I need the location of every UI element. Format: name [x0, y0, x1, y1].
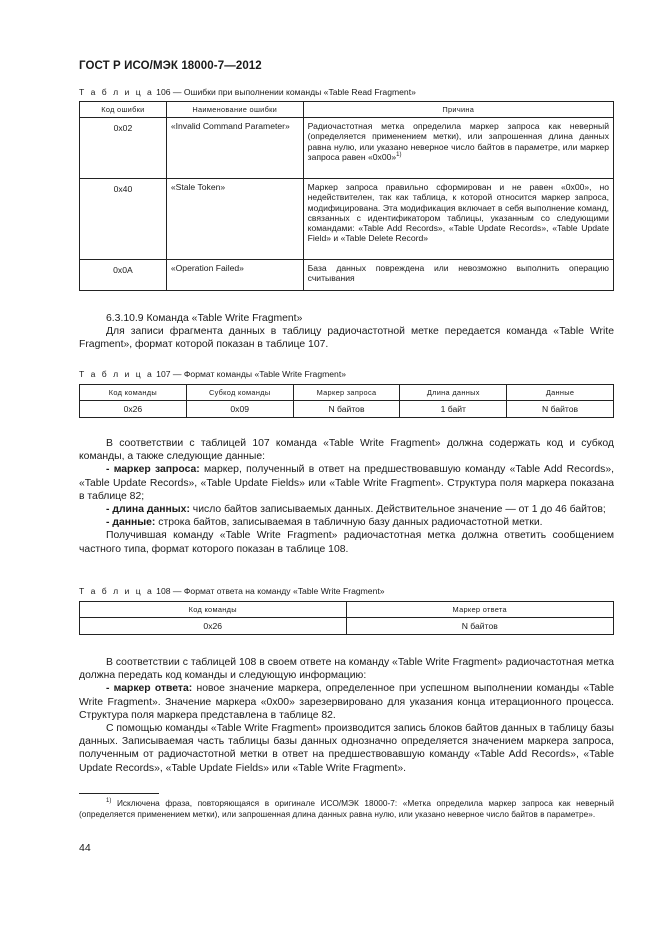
table-cell: 1 байт — [400, 401, 507, 418]
section-heading: 6.3.10.9 Команда «Table Write Fragment» — [106, 313, 303, 324]
column-header: Маркер запроса — [293, 385, 400, 401]
column-header: Маркер ответа — [346, 602, 614, 618]
table-107-caption — [79, 369, 346, 379]
footnote-text: Исключена фраза, повторяющаяся в оригинале ИСО/МЭК 18000-7: «Метка определила маркер запроса как неверный (определяется применением метки), или запрошенная длина данных равна нулю, или указано неверное число байтов в параметре». — [79, 798, 614, 819]
caption-text: 108 — Формат ответа на команду «Table Write Fragment» — [153, 586, 385, 596]
table-row — [80, 618, 614, 635]
paragraph: В соответствии с таблицей 108 в своем ответе на команду «Table Write Fragment» радиочастотная метка должна передать код команды и следующую информацию: — [79, 657, 614, 682]
list-item — [79, 682, 614, 722]
term-label: - маркер запроса: — [106, 464, 200, 476]
term-text: число байтов записываемых данных. Действительное значение — от 1 до 46 байтов; — [189, 504, 606, 516]
document-header: ГОСТ Р ИСО/МЭК 18000-7—2012 — [79, 60, 262, 72]
error-name: «Invalid Command Parameter» — [166, 118, 303, 179]
table-row — [80, 118, 614, 179]
table-header-row — [80, 385, 614, 401]
error-code: 0x40 — [80, 179, 167, 260]
table-cell: 0x26 — [80, 618, 347, 635]
column-header: Субкод команды — [186, 385, 293, 401]
paragraph: В соответствии с таблицей 107 команда «Table Write Fragment» должна содержать код и субкод команды, а также следующие данные: — [79, 438, 614, 463]
term-text: новое значение маркера, определенное при успешном выполнении команды «Table Write Fragment». Значение маркера «0x00» зарезервировано для указания конца итерационного процесса. Структура поля маркера представлена в таблице 82. — [79, 683, 614, 721]
error-name: «Stale Token» — [166, 179, 303, 260]
footnote-ref: 1) — [396, 152, 402, 159]
section-block — [79, 312, 614, 352]
caption-text: 106 — Ошибки при выполнении команды «Table Read Fragment» — [153, 87, 416, 97]
error-code: 0x02 — [80, 118, 167, 179]
table-106 — [79, 101, 614, 291]
term-label: - маркер ответа: — [106, 683, 193, 695]
error-cause — [303, 118, 613, 179]
paragraph: С помощью команды «Table Write Fragment» производится запись блоков байтов данных в таблицу базы данных. Записываемая часть таблицы базы данных однозначно определяется значением маркера запроса, полученным от радиочастотной метки в ответ на предшествовавшую команду «Table Add Records», «Table Update Records», «Table Update Fields» или «Table Write Fragment». — [79, 723, 614, 774]
footnote-mark: 1) — [106, 798, 112, 805]
table-row — [80, 260, 614, 291]
error-cause: Маркер запроса правильно сформирован и не равен «0x00», но недействителен, так как таблица, к которой относится маркер запроса, модифицирована. Эта модификация включает в себя выполнение команд, связанных с идентификатором таблицы, указанным со следующими командами: «Table Add Records», «Table Update Records», «Table Update Field» и «Table Delete Record» — [303, 179, 613, 260]
table-cell: N байтов — [507, 401, 614, 418]
table-cell: 0x26 — [80, 401, 187, 418]
table-106-caption — [79, 87, 416, 97]
term-label: - данные: — [106, 517, 156, 529]
column-header: Длина данных — [400, 385, 507, 401]
page-number: 44 — [79, 842, 91, 854]
table-cell: 0x09 — [186, 401, 293, 418]
list-item — [79, 463, 614, 503]
column-header: Код команды — [80, 385, 187, 401]
column-header: Причина — [303, 102, 613, 118]
paragraph: Получившая команду «Table Write Fragment» радиочастотная метка должна ответить сообщением частного типа, формат которого показан в таблице 108. — [79, 530, 614, 555]
footnote — [79, 798, 614, 820]
body-block-1 — [79, 437, 614, 556]
table-word: Т а б л и ц а — [79, 369, 154, 379]
error-name: «Operation Failed» — [166, 260, 303, 291]
table-cell: N байтов — [293, 401, 400, 418]
table-word: Т а б л и ц а — [79, 586, 154, 596]
list-item — [79, 516, 614, 529]
body-block-2 — [79, 656, 614, 775]
error-code: 0x0A — [80, 260, 167, 291]
column-header: Наименование ошибки — [166, 102, 303, 118]
table-header-row — [80, 602, 614, 618]
paragraph: Для записи фрагмента данных в таблицу радиочастотной метке передается команда «Table Write Fragment», формат которой показан в таблице 107. — [79, 326, 614, 351]
term-text: строка байтов, записываемая в табличную базу данных радиочастотной метки. — [155, 517, 543, 529]
table-row — [80, 179, 614, 260]
table-108-caption — [79, 586, 385, 596]
table-107 — [79, 384, 614, 418]
column-header: Код ошибки — [80, 102, 167, 118]
column-header: Данные — [507, 385, 614, 401]
term-text: маркер, полученный в ответ на предшествовавшую команду «Table Add Records», «Table Update Records», «Table Update Fields» или «Table Write Fragment». Структура поля маркера показана в таблице 82; — [79, 464, 614, 502]
table-row — [80, 401, 614, 418]
table-108 — [79, 601, 614, 635]
table-header-row — [80, 102, 614, 118]
footnote-divider — [79, 793, 159, 794]
table-cell: N байтов — [346, 618, 614, 635]
table-word: Т а б л и ц а — [79, 87, 154, 97]
list-item — [79, 503, 614, 516]
term-label: - длина данных: — [106, 504, 190, 516]
cause-text: Радиочастотная метка определила маркер запроса как неверный (определяется применением метки), или запрошенная длина данных равна нулю, или указано неверное число байтов в параметре, или маркер запроса равен «0x00» — [307, 121, 609, 162]
error-cause: База данных повреждена или невозможно выполнить операцию считывания — [303, 260, 613, 291]
caption-text: 107 — Формат команды «Table Write Fragment» — [153, 369, 347, 379]
column-header: Код команды — [80, 602, 347, 618]
